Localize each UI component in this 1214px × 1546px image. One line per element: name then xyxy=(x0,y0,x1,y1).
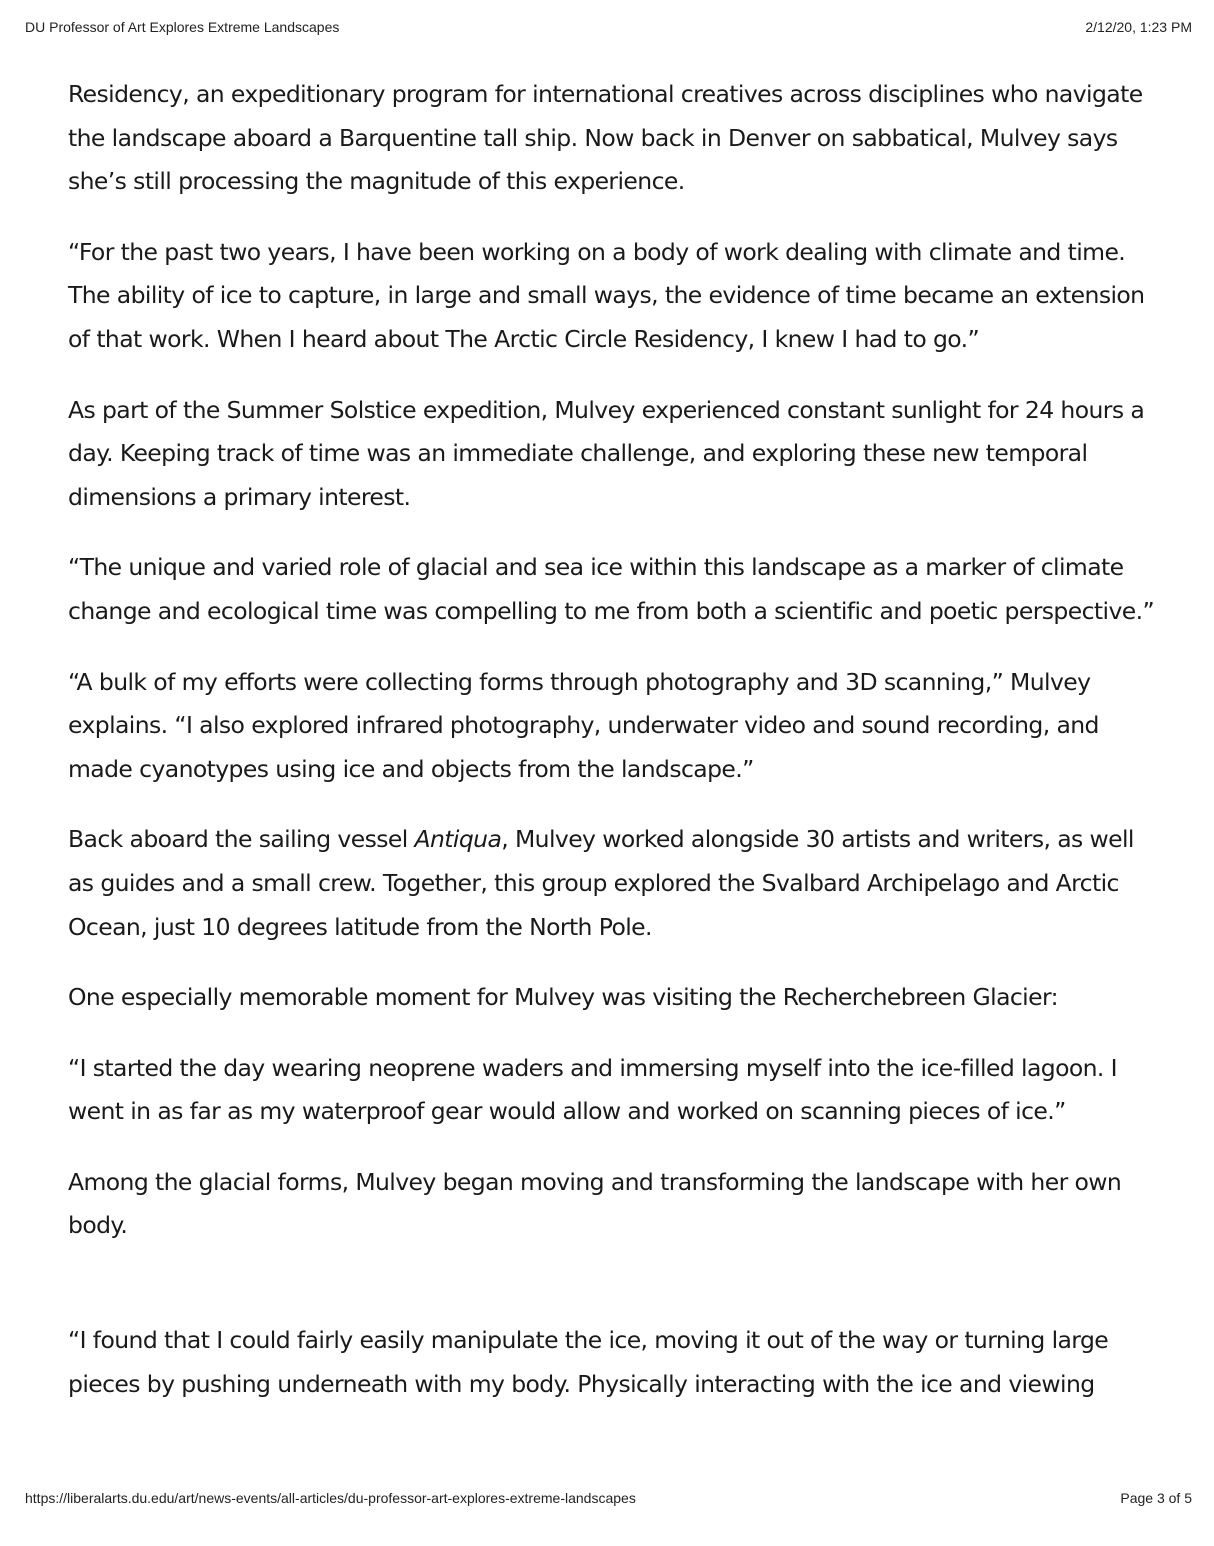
paragraph-quote-manipulate: “I found that I could fairly easily manipulate the ice, moving it out of the way or turning large pieces by pushing underneath with my body. Physically interacting with the ice and viewing xyxy=(68,1326,1109,1398)
print-footer xyxy=(25,1490,1192,1506)
paragraph-quote-methods: “A bulk of my efforts were collecting forms through photography and 3D scanning,” Mulvey explains. “I also explored infrared photography, underwater video and sound recording, and made cyanotypes using ice and objects from the landscape.” xyxy=(68,667,1099,783)
vessel-name: Antiqua xyxy=(414,825,502,854)
antiqua-text-after: , Mulvey worked alongside 30 artists and writers, as well as guides and a small crew. Together, this group explored the Svalbard Archipelago and Arctic Ocean, just 10 degrees latitude from the North Pole. xyxy=(68,825,1134,941)
paragraph-antiqua xyxy=(68,818,1158,949)
page-number: Page 3 of 5 xyxy=(1120,1490,1192,1506)
paragraph-quote-climate: “For the past two years, I have been working on a body of work dealing with climate and time. The ability of ice to capture, in large and small ways, the evidence of time became an extension of that work. When I heard about The Arctic Circle Residency, I knew I had to go.” xyxy=(68,237,1145,353)
paragraph-residency: Residency, an expeditionary program for international creatives across disciplines who navigate the landscape aboard a Barquentine tall ship. Now back in Denver on sabbatical, Mulvey says she’s still processing the magnitude of this experience. xyxy=(68,80,1143,196)
page-title: DU Professor of Art Explores Extreme Landscapes xyxy=(25,19,340,35)
antiqua-text-before: Back aboard the sailing vessel xyxy=(68,825,415,854)
print-header xyxy=(25,19,1192,35)
paragraph-quote-ice-role: “The unique and varied role of glacial and sea ice within this landscape as a marker of climate change and ecological time was compelling to me from both a scientific and poetic perspective.” xyxy=(68,553,1155,625)
paragraph-quote-waders: “I started the day wearing neoprene waders and immersing myself into the ice-filled lagoon. I went in as far as my waterproof gear would allow and worked on scanning pieces of ice.” xyxy=(68,1053,1117,1126)
paragraph-glacier-intro: One especially memorable moment for Mulvey was visiting the Recherchebreen Glacier: xyxy=(68,983,1058,1012)
paragraph-solstice: As part of the Summer Solstice expedition, Mulvey experienced constant sunlight for 24 hours a day. Keeping track of time was an immediate challenge, and exploring these new temporal dimensions a primary interest. xyxy=(68,395,1145,511)
article-body xyxy=(68,73,1158,1433)
print-datetime: 2/12/20, 1:23 PM xyxy=(1085,19,1192,35)
paragraph-glacial-forms: Among the glacial forms, Mulvey began moving and transforming the landscape with her own body. xyxy=(68,1167,1122,1240)
page-url: https://liberalarts.du.edu/art/news-events/all-articles/du-professor-art-explores-extreme-landscapes xyxy=(25,1490,636,1506)
